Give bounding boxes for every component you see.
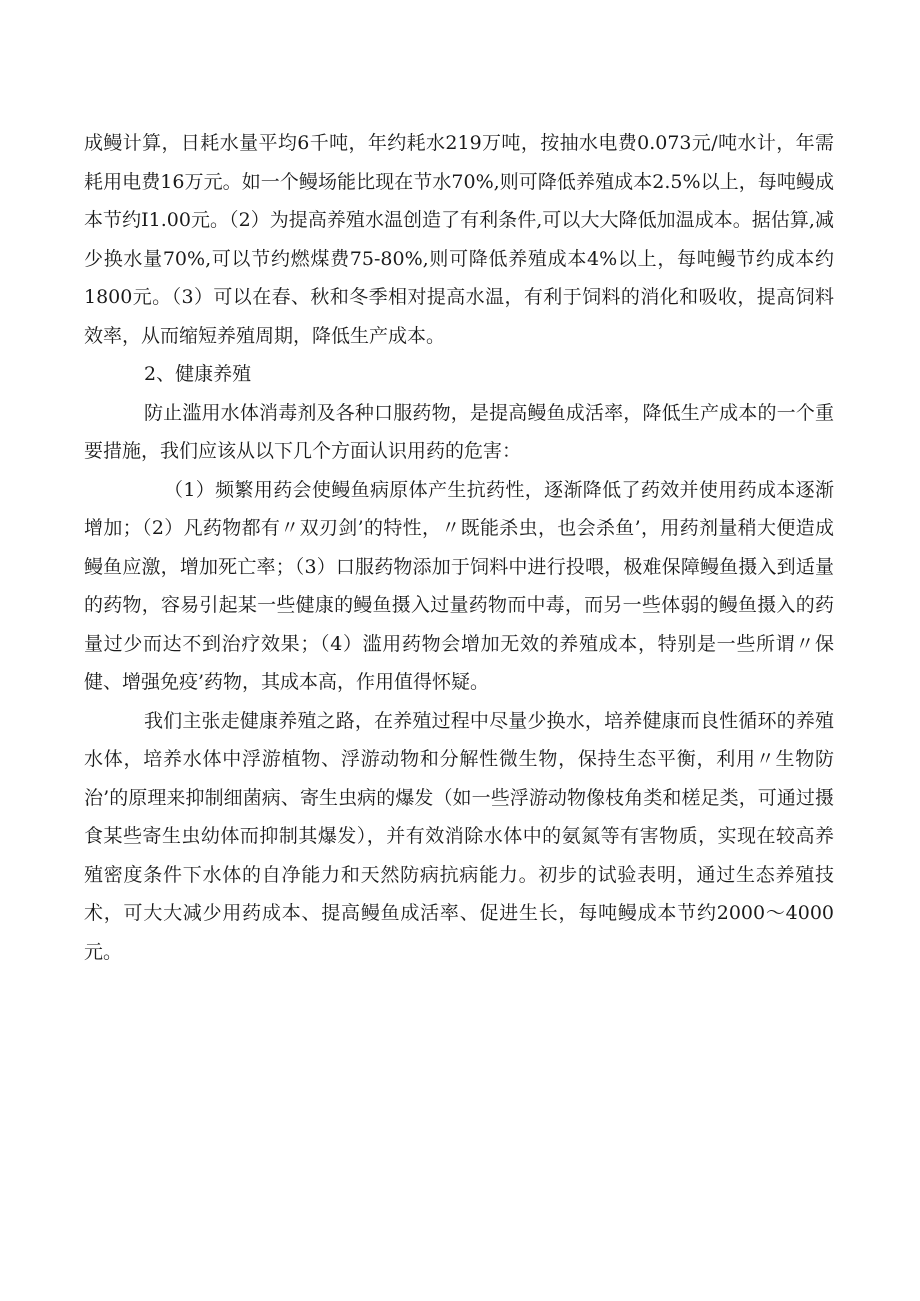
- document-body: [84, 124, 834, 971]
- paragraph-drug-hazards: （1）频繁用药会使鳗鱼病原体产生抗药性，逐渐降低了药效并使用药成本逐渐增加；（2）凡药物都有〃双刃剑’的特性，〃既能杀虫，也会杀鱼’，用药剂量稍大便造成鳗鱼应激，增加死亡率；（3）口服药物添加于饲料中进行投喂，极难保障鳗鱼摄入到适量的药物，容易引起某一些健康的鳗鱼摄入过量药物而中毒，而另一些体弱的鳗鱼摄入的药量过少而达不到治疗效果；（4）滥用药物会增加无效的养殖成本，特别是一些所谓〃保健、增强免疫’药物，其成本高，作用值得怀疑。: [84, 478, 834, 693]
- section-heading-healthy-farming: 2、健康养殖: [144, 363, 252, 385]
- paragraph-healthy-farming: 我们主张走健康养殖之路，在养殖过程中尽量少换水，培养健康而良性循环的养殖水体，培养水体中浮游植物、浮游动物和分解性微生物，保持生态平衡，利用〃生物防治’的原理来抑制细菌病、寄生虫病的爆发（如一些浮游动物像枝角类和槎足类，可通过摄食某些寄生虫幼体而抑制其爆发），并有效消除水体中的氨氮等有害物质，实现在较高养殖密度条件下水体的自净能力和天然防病抗病能力。初步的试验表明，通过生态养殖技术，可大大减少用药成本、提高鳗鱼成活率、促进生长，每吨鳗成本节约2000～4000元。: [84, 709, 834, 963]
- paragraph-drug-abuse-intro: 防止滥用水体消毒剂及各种口服药物，是提高鳗鱼成活率，降低生产成本的一个重要措施，我们应该从以下几个方面认识用药的危害：: [84, 401, 834, 462]
- paragraph-cost-saving: 成鳗计算，日耗水量平均6千吨，年约耗水219万吨，按抽水电费0.073元/吨水计，年需耗用电费16万元。如一个鳗场能比现在节水70%,则可降低养殖成本2.5%以上，每吨鳗成本节约I1.00元。（2）为提高养殖水温创造了有利条件,可以大大降低加温成本。据估算,减少换水量70%,可以节约燃煤费75-80%,则可降低养殖成本4%以上，每吨鳗节约成本约1800元。（3）可以在春、秋和冬季相对提高水温，有利于饲料的消化和吸收，提高饲料效率，从而缩短养殖周期，降低生产成本。: [84, 132, 834, 347]
